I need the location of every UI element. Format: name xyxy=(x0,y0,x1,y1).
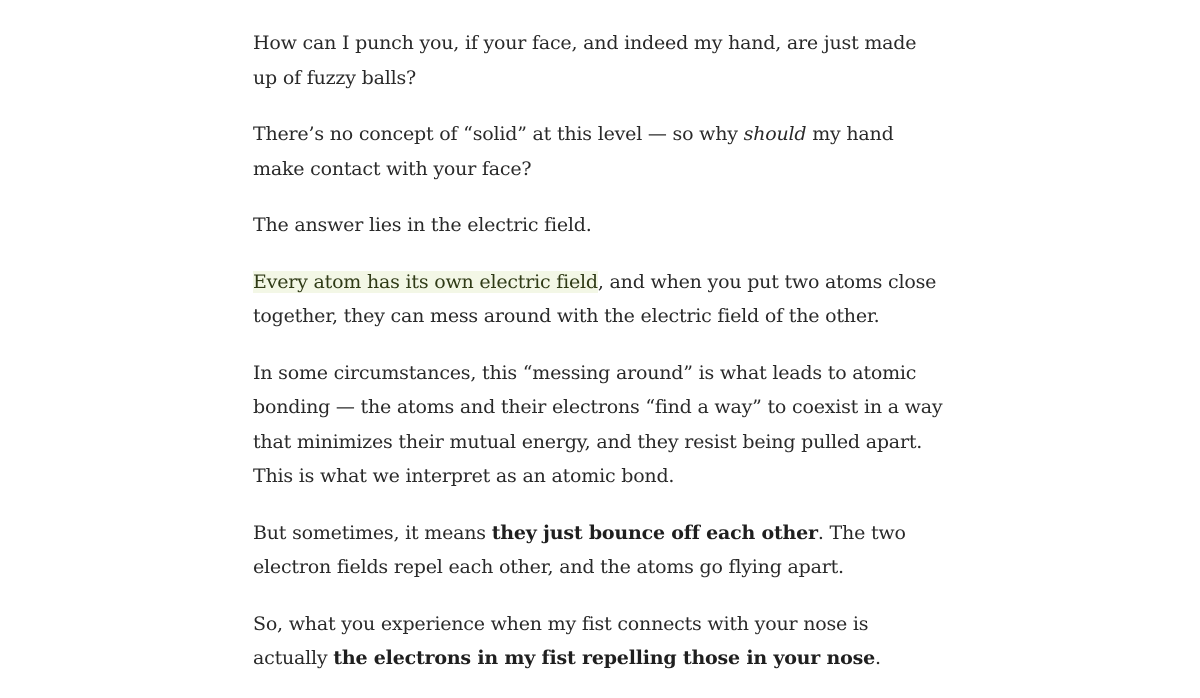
paragraph-text-after: . The two electron fields repel each other, and the atoms go flying apart. xyxy=(253,521,906,578)
paragraph-text: How can I punch you, if your face, and indeed my hand, are just made up of fuzzy balls? xyxy=(253,32,917,89)
paragraph-text-before: So, what you experience when my fist connects with your nose is actually xyxy=(253,612,869,669)
paragraph-fuzzy-balls xyxy=(253,26,943,95)
emphasis-should: should xyxy=(743,123,807,145)
paragraph-text-after: . xyxy=(875,647,881,669)
paragraph-text: In some circumstances, this “messing around” is what leads to atomic bonding — the atoms and their electrons “find a way” to coexist in a way that minimizes their mutual energy, and they resist being pulled apart. This is what we interpret as an atomic bond. xyxy=(253,361,943,487)
article-body xyxy=(253,26,943,698)
paragraph-bounce xyxy=(253,516,943,585)
paragraph-text-after: my hand make contact with your face? xyxy=(253,123,894,180)
paragraph-text-after: , and when you put two atoms close together, they can mess around with the electric field of the other. xyxy=(253,270,937,327)
paragraph-text: The answer lies in the electric field. xyxy=(253,214,592,236)
paragraph-text-before: But sometimes, it means xyxy=(253,521,492,544)
paragraph-solid-concept xyxy=(253,117,943,186)
bold-repelling-phrase: the electrons in my fist repelling those in your nose xyxy=(333,647,875,669)
paragraph-text-before: There’s no concept of “solid” at this level — so why xyxy=(253,123,744,145)
paragraph-atomic-bonding xyxy=(253,356,943,494)
highlighted-text[interactable]: Every atom has its own electric field xyxy=(253,270,598,293)
paragraph-electric-field-answer xyxy=(253,208,943,243)
bold-bounce-phrase: they just bounce off each other xyxy=(491,521,818,544)
paragraph-atom-field xyxy=(253,265,943,334)
paragraph-fist-nose xyxy=(253,607,943,676)
